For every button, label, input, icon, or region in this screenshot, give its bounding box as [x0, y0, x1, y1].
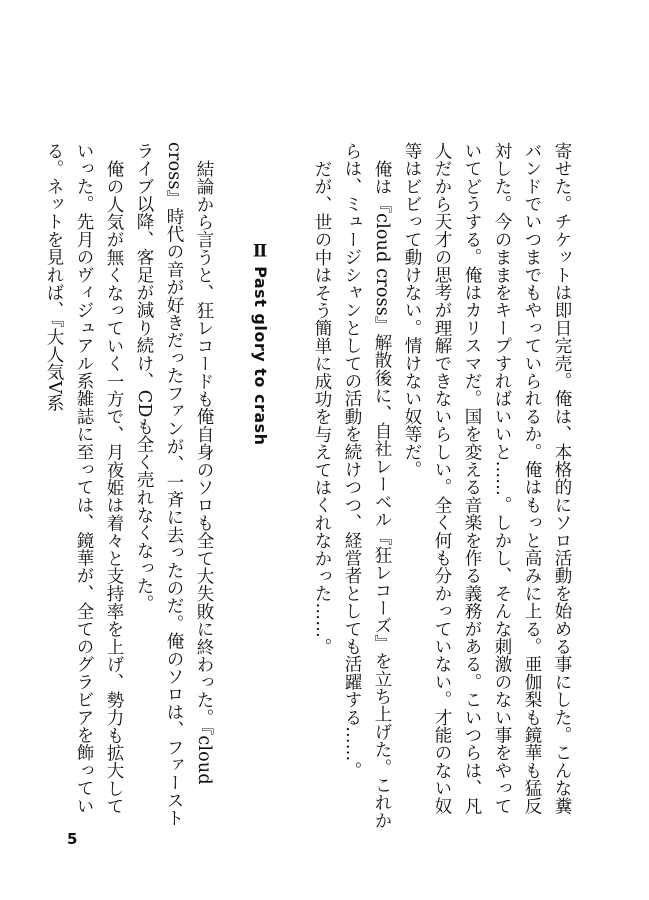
section-title: Past glory to crash [251, 265, 270, 446]
paragraph-3: だが、世の中はそう簡単に成功を与えてはくれなかった……。 [312, 159, 332, 656]
paragraph-2: 俺は『cloud cross』解散後に、自社レーベル『狂レコーズ』を立ち上げた。これからは、ミュージシャンとしての活動を続けつつ、経営者としても活躍する……。 [342, 142, 392, 829]
section-heading [245, 142, 275, 832]
section-numeral: Ⅱ [252, 242, 268, 260]
vertical-body-text [44, 142, 577, 832]
page-number: 5 [67, 830, 78, 848]
paragraph-5: 俺の人気が無くなっていく一方で、月夜姫は着々と支持率を上げ、勢力も拡大していった。先月のヴィジュアル系雑誌に至っては、鏡華が、全てのグラビアを飾っている。ネットを見れば、『大人気V系 [44, 142, 124, 815]
paragraph-4: 結論から言うと、狂レコードも俺自身のソロも全て大失敗に終わった。『cloud cross』時代の音が好きだったファンが、一斉に去ったのだ。俺のソロは、ファーストライブ以降、客足が減り続け、CDも全く売れなくなった。 [134, 142, 214, 827]
paragraph-1: 寄せた。チケットは即日完売。俺は、本格的にソロ活動を始める事にした。こんな糞バンドでいつまでもやっていられるか。俺はもっと高みに上る。亜伽梨も鏡華も猛反対した。今のままをキープすればいいと……。しかし、そんな刺激のない事をやっていてどうする。俺はカリスマだ。国を変える音楽を作る義務がある。こいつらは、凡人だから天才の思考が理解できないらしい。全く何も分かっていない。才能のない奴等はビビって動けない。情けない奴等だ。 [402, 142, 572, 815]
